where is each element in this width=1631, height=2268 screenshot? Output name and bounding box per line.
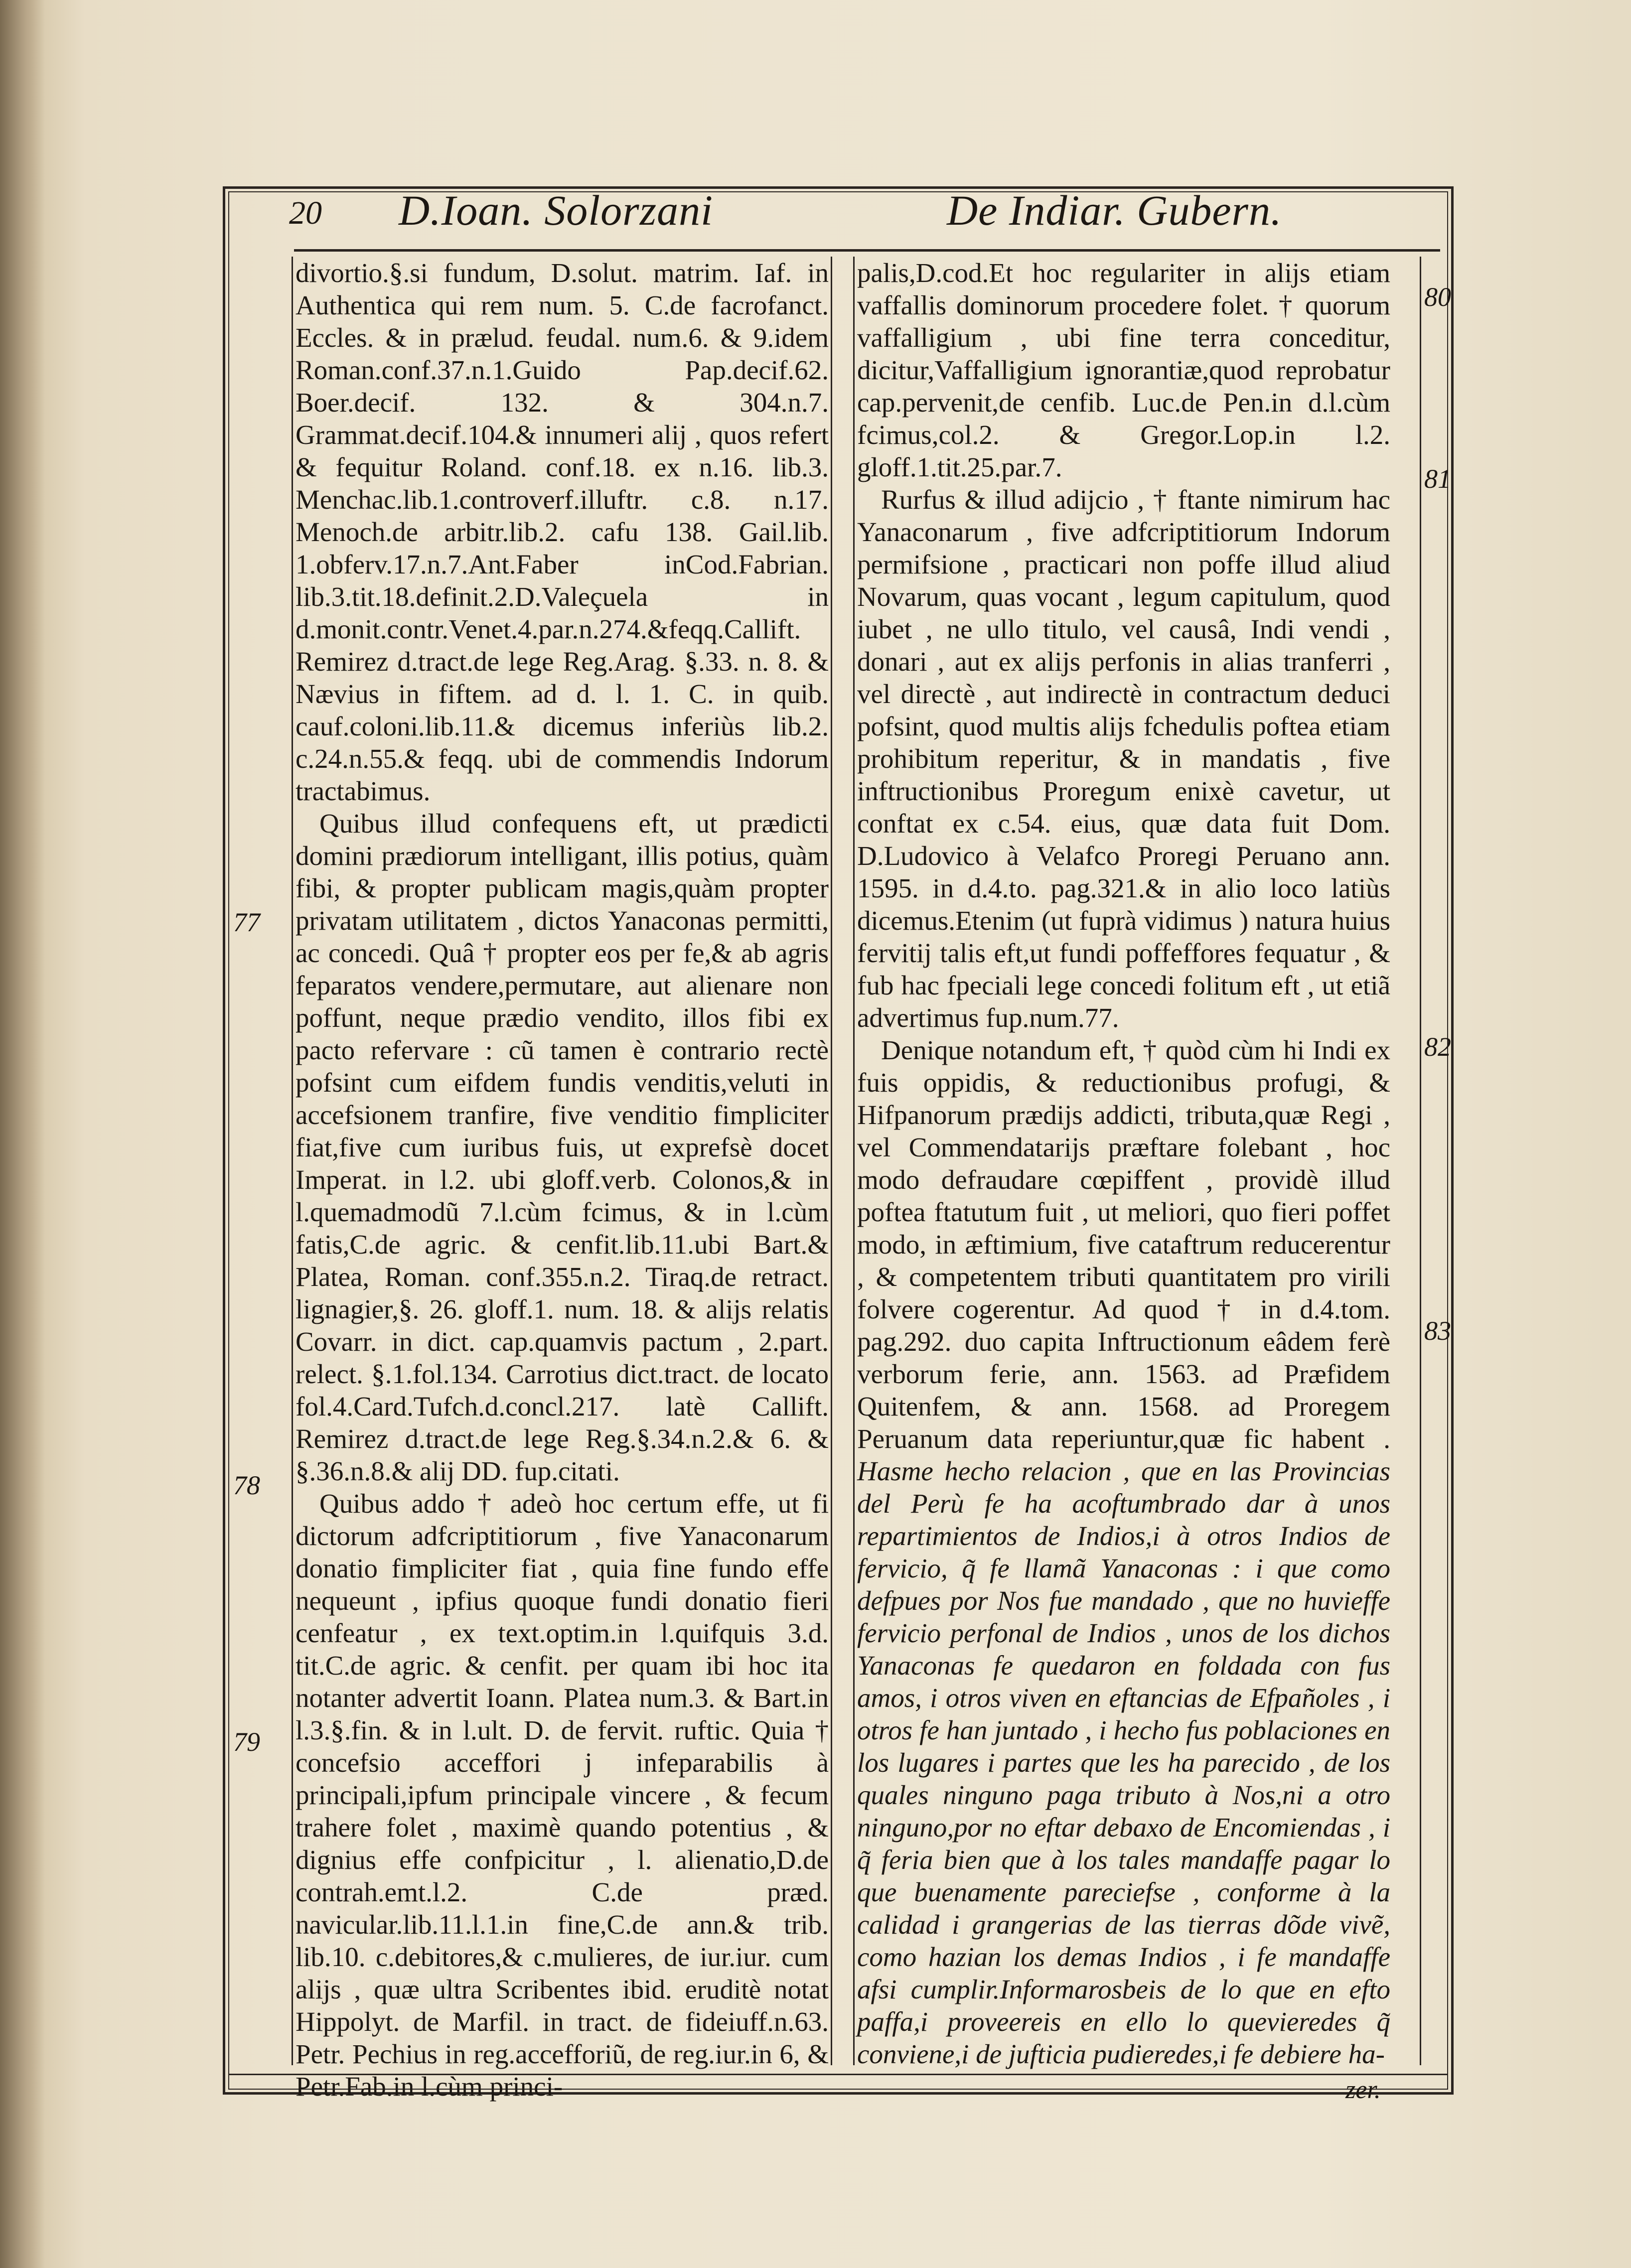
left-paragraph-2: Quibus illud confequens eft, ut prædicti domini prædiorum intelligant, illis potius, quàm fibi, & propter publicam magis,quàm propter privatam utilitatem , dictos Yanaconas permitti, ac concedi. Quâ † propter eos per fe,& ab agris feparatos vendere,permutare, aut alienare non poffunt, neque prædio vendito, illos fibi ex pacto refervare : cũ tamen è contrario rectè pofsint cum eifdem fundis venditis,veluti in accefsionem tranfire, five venditio fimpliciter fiat,five cum iuribus fuis, ut exprefsè docet Imperat. in l.2. ubi gloff.verb. Colonos,& in l.quemadmodũ 7.l.cùm fcimus, & in l.cùm fatis,C.de agric. & cenfit.lib.11.ubi Bart.& Platea, Roman. conf.355.n.2. Tiraq.de retract. lignagier,§. 26. gloff.1. num. 18. & alijs relatis Covarr. in dict. cap.quamvis pactum , 2.part. relect. §.1.fol.134. Carrotius dict.tract. de locato fol.4.Card.Tufch.d.concl.217. latè Callift. Remirez d.tract.de lege Reg.§.34.n.2.& 6. & §.36.n.8.& alij DD. fup.citati. [296,808,829,1486]
catchword: zer. [1345,2076,1381,2104]
margin-number-81: 81 [1424,464,1451,494]
spine-shadow [0,0,45,2268]
page-number: 20 [289,195,322,231]
right-column [857,257,1390,2070]
margin-number-83: 83 [1424,1316,1451,1346]
left-paragraph-1: divortio.§.si fundum, D.solut. matrim. Iaf. in Authentica qui rem num. 5. C.de facrofanct. Eccles. & in prælud. feudal. num.6. & 9.idem Roman.conf.37.n.1.Guido Pap.decif.62. Boer.decif. 132. & 304.n.7. Grammat.decif.104.& innumeri alij , quos refert & fequitur Roland. conf.18. ex n.16. lib.3. Menchac.lib.1.controverf.illuftr. c.8. n.17. Menoch.de arbitr.lib.2. cafu 138. Gail.lib. 1.obferv.17.n.7.Ant.Faber inCod.Fabrian. lib.3.tit.18.definit.2.D.Valeçuela in d.monit.contr.Venet.4.par.n.274.&feqq.Callift. Remirez d.tract.de lege Reg.Arag. §.33. n. 8. & Nævius in fiftem. ad d. l. 1. C. in quib. cauf.coloni.lib.11.& dicemus inferiùs lib.2. c.24.n.55.& feqq. ubi de commendis Indorum tractabimus. [296,258,829,806]
right-paragraph-3 [857,1034,1390,2070]
right-paragraph-1: palis,D.cod.Et hoc regulariter in alijs etiam vaffallis dominorum procedere folet. † quorum vaffalligium , ubi fine terra conceditur, dicitur,Vaffalligium ignorantiæ,quod reprobatur cap.pervenit,de cenfib. Luc.de Pen.in d.l.cùm fcimus,col.2. & Gregor.Lop.in l.2. gloff.1.tit.25.par.7. [857,258,1390,482]
margin-number-82: 82 [1424,1032,1451,1062]
running-title-left: D.Ioan. Solorzani [399,186,713,234]
margin-number-77: 77 [233,907,260,937]
bottom-rule [228,2074,1448,2075]
right-paragraph-3-latin: Denique notandum eft, † quòd cùm hi Indi ex fuis oppidis, & reductionibus profugi, & Hifpanorum prædijs addicti, tributa,quæ Regi , vel Commendatarijs præftare folebant , hoc modo defraudare cœpiffent , providè illud poftea ftatutum fuit , ut meliori, quo fieri poffet modo, in æftimium, five cataftrum reducerentur , & competentem tributi quantitatem pro virili folvere cogerentur. Ad quod † in d.4.tom. pag.292. duo capita Inftructionum eâdem ferè verborum ferie, ann. 1563. ad Præfidem Quitenfem, & ann. 1568. ad Proregem Peruanum data reperiuntur,quæ fic habent . [857,1035,1390,1454]
left-column [296,257,829,2103]
margin-number-78: 78 [233,1470,260,1500]
running-title-right: De Indiar. Gubern. [947,186,1282,234]
margin-number-79: 79 [233,1727,260,1757]
left-paragraph-3: Quibus addo † adeò hoc certum effe, ut fi dictorum adfcriptitiorum , five Yanaconarum donatio fimpliciter fiat , quia fine fundo effe nequeunt , ipfius quoque fundi donatio fieri cenfeatur , ex text.optim.in l.quifquis 3.d. tit.C.de agric. & cenfit. per quam ibi hoc ita notanter advertit Ioann. Platea num.3. & Bart.in l.3.§.fin. & in l.ult. D. de fervit. ruftic. Quia † concefsio acceffori j infeparabilis à principali,ipfum principale vincere , & fecum trahere folet , maximè quando potentius , & dignius effe confpicitur , l. alienatio,D.de contrah.emt.l.2. C.de præd. navicular.lib.11.l.1.in fine,C.de ann.& trib. lib.10. c.debitores,& c.mulieres, de iur.iur. cum alijs , quæ ultra Scribentes ibid. eruditè notat Hippolyt. de Marfil. in tract. de fideiuff.n.63. Petr. Pechius in reg.accefforiũ, de reg.iur.in 6, & Petr.Fab.in l.cùm princi- [296,1488,829,2102]
margin-number-80: 80 [1424,282,1451,312]
right-paragraph-2: Rurfus & illud adijcio , † ftante nimirum hac Yanaconarum , five adfcriptitiorum Indorum permifsione , practicari non poffe illud aliud Novarum, quas vocant , legum capitulum, quod iubet , ne ullo titulo, vel causâ, Indi vendi , donari , aut ex alijs perfonis in alias tranferri , vel directè , aut indirectè in contractum deduci pofsint, quod multis alijs fchedulis poftea etiam prohibitum reperitur, & in mandatis , five inftructionibus Proregum enixè cavetur, ut conftat ex c.54. eius, quæ data fuit Dom. D.Ludovico à Velafco Proregi Peruano ann. 1595. in d.4.to. pag.321.& in alio loco latiùs dicemus.Etenim (ut fuprà vidimus ) natura huius fervitij talis eft,ut fundi poffeffores fequatur , & fub hac fpeciali lege concedi folitum eft , ut etiã advertimus fup.num.77. [857,484,1390,1033]
right-paragraph-3-spanish: Hasme hecho relacion , que en las Provincias del Perù fe ha acoftumbrado dar à unos repartimientos de Indios,i à otros Indios de fervicio, q̃ fe llamã Yanaconas : i que como defpues por Nos fue mandado , que no huvieffe fervicio perfonal de Indios , unos de los dichos Yanaconas fe quedaron en foldada con fus amos, i otros viven en eftancias de Efpañoles , i otros fe han juntado , i hecho fus poblaciones en los lugares i partes que les ha parecido , de los quales ninguno paga tributo à Nos,ni a otro ninguno,por no eftar debaxo de Encomiendas , i q̃ feria bien que à los tales mandaffe pagar lo que buenamente pareciefse , conforme à la calidad i grangerias de las tierras dõde vivẽ, como hazian los demas Indios , i fe mandaffe afsi cumplir.Informarosbeis de lo que en efto paffa,i proveereis en ello lo quevieredes q̃ conviene,i de jufticia pudieredes,i fe debiere ha- [857,1456,1390,2069]
header-rule [294,249,1440,252]
